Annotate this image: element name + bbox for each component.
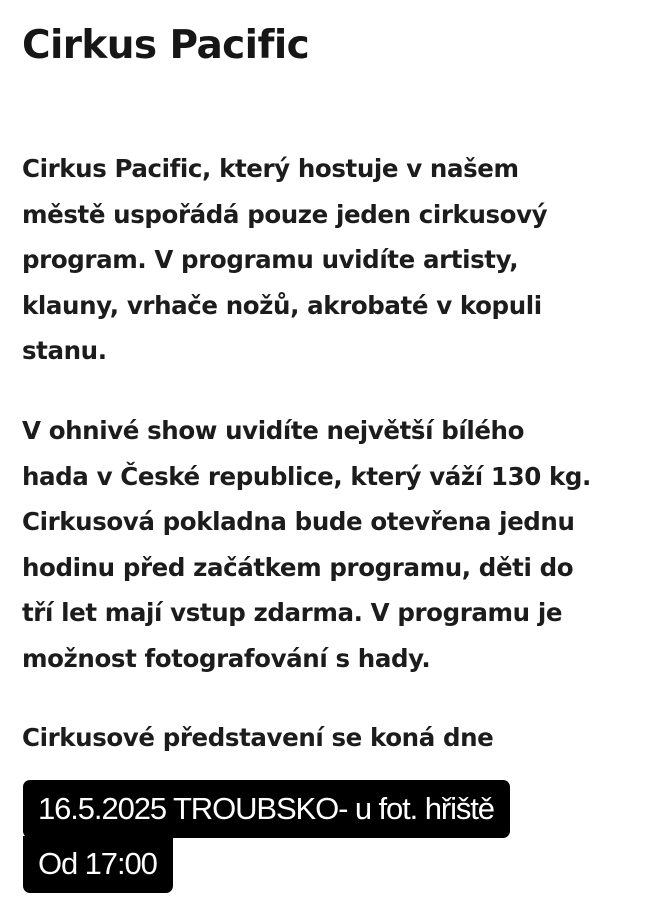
- text-line: klauny, vrhače nožů, akrobaté v kopuli: [22, 290, 542, 320]
- text-line: tří let mají vstup zdarma. V programu je: [22, 598, 563, 627]
- text-line: V ohnivé show uvidíte největší bílého: [22, 416, 525, 445]
- text-line: Cirkusová pokladna bude otevřena jednu: [22, 507, 575, 536]
- paragraph-performance-date: [22, 715, 493, 761]
- text-line: městě uspořádá pouze jeden cirkusový: [22, 199, 548, 229]
- text-line: Cirkus Pacific, který hostuje v našem: [22, 154, 519, 183]
- paragraph-fire-show: [22, 408, 591, 681]
- text-line: stanu.: [22, 336, 107, 365]
- document-title: Cirkus Pacific: [22, 23, 310, 68]
- text-line: program. V programu uvidíte artisty,: [22, 245, 519, 274]
- date-location-label: 16.5.2025 TROUBSKO- u fot. hřiště: [23, 780, 510, 838]
- paragraph-intro: [22, 146, 547, 374]
- time-label: Od 17:00: [23, 836, 173, 893]
- text-line: Cirkusové představení se koná dne: [22, 723, 494, 752]
- text-line: možnost fotografování s hady.: [22, 643, 431, 673]
- text-line: hada v České republice, který váží 130 kg.: [22, 461, 591, 491]
- text-line: hodinu před začátkem programu, děti do: [22, 552, 574, 582]
